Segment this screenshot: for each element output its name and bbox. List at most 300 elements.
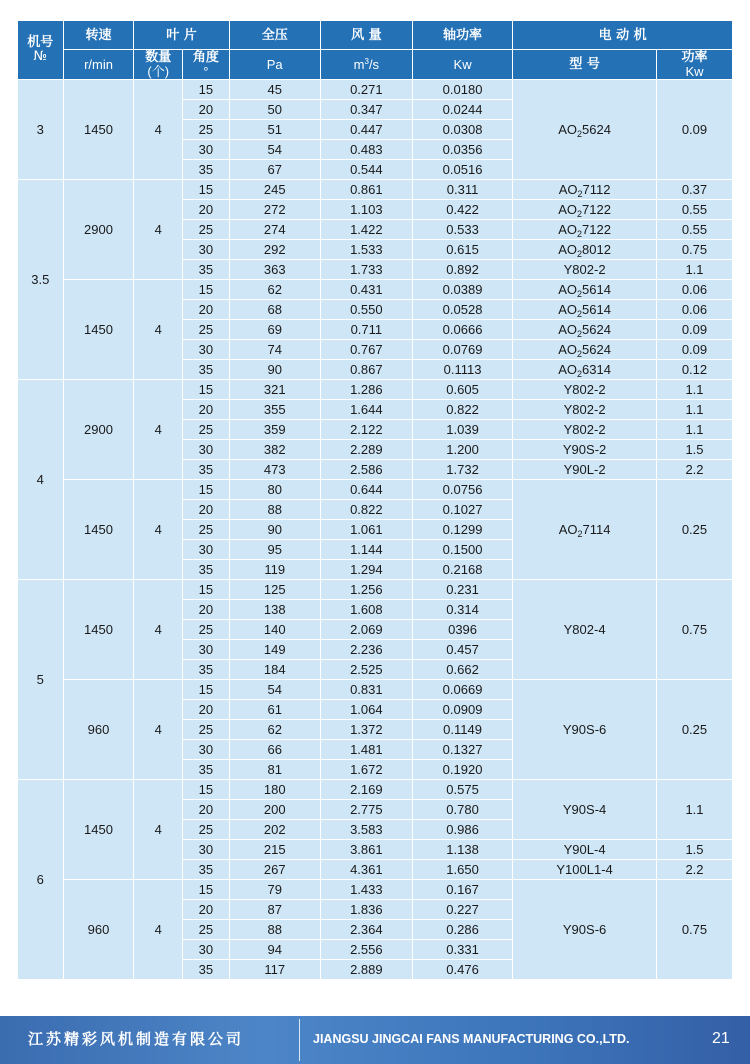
table-row xyxy=(18,780,733,800)
model-number-cell: 6 xyxy=(18,780,64,980)
motor-type-subscript: 2 xyxy=(577,129,583,139)
motor-power-cell: 1.1 xyxy=(656,400,732,420)
shaft-power-cell: 0.1149 xyxy=(412,720,512,740)
blade-angle-cell: 15 xyxy=(183,780,230,800)
motor-type-cell xyxy=(513,840,657,860)
blade-angle-cell: 35 xyxy=(183,760,230,780)
blade-angle-cell: 15 xyxy=(183,80,230,100)
blade-angle-cell: 15 xyxy=(183,680,230,700)
motor-type-prefix: Y802-2 xyxy=(563,382,606,397)
motor-power-cell: 1.1 xyxy=(656,420,732,440)
flow-cell: 1.836 xyxy=(320,900,412,920)
table-row xyxy=(18,380,733,400)
flow-cell: 1.733 xyxy=(320,260,412,280)
speed-cell: 960 xyxy=(63,880,134,980)
flow-cell: 0.271 xyxy=(320,80,412,100)
motor-type-prefix: AO xyxy=(558,362,578,377)
pressure-cell: 51 xyxy=(229,120,320,140)
pressure-cell: 95 xyxy=(229,540,320,560)
motor-type-prefix: AO xyxy=(558,522,578,537)
blade-count-cell: 4 xyxy=(134,880,183,980)
shaft-power-cell: 0.0180 xyxy=(412,80,512,100)
flow-cell: 0.711 xyxy=(320,320,412,340)
header-pressure-unit: Pa xyxy=(229,50,320,80)
flow-cell: 1.644 xyxy=(320,400,412,420)
flow-cell: 1.144 xyxy=(320,540,412,560)
motor-type-prefix: Y90S-2 xyxy=(562,442,607,457)
speed-cell: 1450 xyxy=(63,580,134,680)
pressure-cell: 62 xyxy=(229,280,320,300)
blade-count-cell: 4 xyxy=(134,580,183,680)
motor-type-subscript: 2 xyxy=(577,369,583,379)
shaft-power-cell: 0.311 xyxy=(412,180,512,200)
shaft-power-cell: 1.650 xyxy=(412,860,512,880)
motor-type-prefix: AO xyxy=(558,342,578,357)
shaft-power-cell: 0.286 xyxy=(412,920,512,940)
pressure-cell: 45 xyxy=(229,80,320,100)
table-row xyxy=(18,180,733,200)
flow-cell: 1.481 xyxy=(320,740,412,760)
table-row xyxy=(18,480,733,500)
blade-angle-cell: 25 xyxy=(183,120,230,140)
motor-type-prefix: Y802-2 xyxy=(563,422,606,437)
pressure-cell: 149 xyxy=(229,640,320,660)
blade-angle-cell: 15 xyxy=(183,880,230,900)
blade-angle-cell: 30 xyxy=(183,440,230,460)
shaft-power-cell: 0.331 xyxy=(412,940,512,960)
shaft-power-cell: 1.138 xyxy=(412,840,512,860)
motor-type-prefix: AO xyxy=(558,122,578,137)
blade-angle-cell: 30 xyxy=(183,640,230,660)
pressure-cell: 88 xyxy=(229,920,320,940)
motor-power-cell: 2.2 xyxy=(656,460,732,480)
shaft-power-cell: 0.615 xyxy=(412,240,512,260)
flow-cell: 3.583 xyxy=(320,820,412,840)
table-header xyxy=(18,21,733,80)
header-flow-unit: $m^3/s$ xyxy=(320,50,412,80)
motor-type-cell xyxy=(513,360,657,380)
shaft-power-cell: 0.986 xyxy=(412,820,512,840)
table-row xyxy=(18,280,733,300)
motor-type-cell xyxy=(513,260,657,280)
flow-cell: 1.061 xyxy=(320,520,412,540)
motor-type-subscript: 2 xyxy=(577,309,583,319)
shaft-power-cell: 0.1299 xyxy=(412,520,512,540)
motor-power-cell: 0.75 xyxy=(656,240,732,260)
motor-power-cell: 1.1 xyxy=(656,780,732,840)
header-model-symbol: № xyxy=(33,49,48,64)
motor-power-cell: 2.2 xyxy=(656,860,732,880)
pressure-cell: 87 xyxy=(229,900,320,920)
pressure-cell: 90 xyxy=(229,520,320,540)
shaft-power-cell: 0.1113 xyxy=(412,360,512,380)
pressure-cell: 215 xyxy=(229,840,320,860)
motor-type-subscript: 2 xyxy=(577,249,583,259)
blade-angle-cell: 25 xyxy=(183,320,230,340)
motor-type-prefix: AO xyxy=(558,222,578,237)
shaft-power-cell: 0.0308 xyxy=(412,120,512,140)
shaft-power-cell: 0.662 xyxy=(412,660,512,680)
pressure-cell: 74 xyxy=(229,340,320,360)
blade-angle-cell: 20 xyxy=(183,100,230,120)
blade-angle-cell: 35 xyxy=(183,560,230,580)
flow-cell: 2.069 xyxy=(320,620,412,640)
shaft-power-cell: 0.1500 xyxy=(412,540,512,560)
blade-angle-cell: 30 xyxy=(183,340,230,360)
blade-angle-cell: 25 xyxy=(183,220,230,240)
pressure-cell: 184 xyxy=(229,660,320,680)
motor-type-prefix: Y90S-6 xyxy=(562,722,607,737)
flow-cell: 2.169 xyxy=(320,780,412,800)
motor-type-prefix: Y802-2 xyxy=(563,262,606,277)
blade-count-cell: 4 xyxy=(134,280,183,380)
flow-cell: 2.364 xyxy=(320,920,412,940)
pressure-cell: 80 xyxy=(229,480,320,500)
motor-type-cell xyxy=(513,340,657,360)
blade-angle-cell: 25 xyxy=(183,720,230,740)
motor-type-cell xyxy=(513,680,657,780)
motor-type-prefix: AO xyxy=(558,242,578,257)
flow-cell: 2.889 xyxy=(320,960,412,980)
motor-type-cell xyxy=(513,440,657,460)
motor-power-cell: 0.55 xyxy=(656,220,732,240)
shaft-power-cell: 1.732 xyxy=(412,460,512,480)
header-pressure: 全压 xyxy=(229,21,320,50)
blade-angle-cell: 20 xyxy=(183,400,230,420)
blade-angle-cell: 15 xyxy=(183,280,230,300)
motor-type-prefix: Y90L-4 xyxy=(563,842,606,857)
flow-cell: 1.064 xyxy=(320,700,412,720)
motor-power-cell: 0.75 xyxy=(656,580,732,680)
pressure-cell: 359 xyxy=(229,420,320,440)
motor-type-prefix: AO xyxy=(558,302,578,317)
pressure-cell: 321 xyxy=(229,380,320,400)
pressure-cell: 61 xyxy=(229,700,320,720)
motor-type-cell xyxy=(513,460,657,480)
flow-cell: 1.286 xyxy=(320,380,412,400)
flow-cell: 0.544 xyxy=(320,160,412,180)
motor-power-cell: 0.55 xyxy=(656,200,732,220)
motor-type-prefix: Y802-2 xyxy=(563,402,606,417)
shaft-power-cell: 0.1027 xyxy=(412,500,512,520)
pressure-cell: 200 xyxy=(229,800,320,820)
shaft-power-cell: 0.0244 xyxy=(412,100,512,120)
shaft-power-cell: 1.200 xyxy=(412,440,512,460)
flow-cell: 0.867 xyxy=(320,360,412,380)
blade-angle-cell: 30 xyxy=(183,840,230,860)
flow-cell: 2.289 xyxy=(320,440,412,460)
pressure-cell: 292 xyxy=(229,240,320,260)
blade-angle-cell: 35 xyxy=(183,260,230,280)
motor-type-prefix: Y100L1-4 xyxy=(556,862,613,877)
motor-type-suffix: 7114 xyxy=(582,522,611,537)
shaft-power-cell: 0.227 xyxy=(412,900,512,920)
speed-cell: 1450 xyxy=(63,80,134,180)
company-name-chinese: 江苏精彩风机制造有限公司 xyxy=(28,1030,245,1048)
shaft-power-cell: 0.0769 xyxy=(412,340,512,360)
fan-performance-table xyxy=(17,20,733,980)
pressure-cell: 54 xyxy=(229,140,320,160)
motor-power-cell: 0.09 xyxy=(656,320,732,340)
motor-type-subscript: 2 xyxy=(577,529,583,539)
flow-cell: 0.644 xyxy=(320,480,412,500)
motor-type-prefix: Y802-4 xyxy=(563,622,606,637)
shaft-power-cell: 0.780 xyxy=(412,800,512,820)
blade-angle-cell: 25 xyxy=(183,920,230,940)
blade-angle-cell: 30 xyxy=(183,240,230,260)
blade-count-cell: 4 xyxy=(134,380,183,480)
header-motor: 电 动 机 xyxy=(513,21,733,50)
flow-cell: 3.861 xyxy=(320,840,412,860)
flow-cell: 1.422 xyxy=(320,220,412,240)
blade-count-cell: 4 xyxy=(134,680,183,780)
motor-power-cell: 0.25 xyxy=(656,680,732,780)
flow-cell: 0.347 xyxy=(320,100,412,120)
pressure-cell: 355 xyxy=(229,400,320,420)
blade-angle-cell: 35 xyxy=(183,660,230,680)
shaft-power-cell: 0.422 xyxy=(412,200,512,220)
shaft-power-cell: 0.476 xyxy=(412,960,512,980)
flow-cell: 1.608 xyxy=(320,600,412,620)
header-flow: 风 量 xyxy=(320,21,412,50)
motor-type-cell xyxy=(513,240,657,260)
motor-power-cell: 0.06 xyxy=(656,300,732,320)
blade-angle-cell: 30 xyxy=(183,940,230,960)
blade-angle-cell: 15 xyxy=(183,180,230,200)
shaft-power-cell: 0.167 xyxy=(412,880,512,900)
flow-cell: 4.361 xyxy=(320,860,412,880)
flow-cell: 1.433 xyxy=(320,880,412,900)
motor-type-cell xyxy=(513,180,657,200)
pressure-cell: 125 xyxy=(229,580,320,600)
motor-power-cell: 0.25 xyxy=(656,480,732,580)
blade-angle-cell: 20 xyxy=(183,600,230,620)
pressure-cell: 54 xyxy=(229,680,320,700)
motor-power-cell: 1.5 xyxy=(656,840,732,860)
pressure-cell: 66 xyxy=(229,740,320,760)
motor-type-prefix: AO xyxy=(558,182,578,197)
speed-cell: 2900 xyxy=(63,380,134,480)
blade-count-cell: 4 xyxy=(134,480,183,580)
blade-angle-cell: 15 xyxy=(183,380,230,400)
blade-angle-cell: 25 xyxy=(183,820,230,840)
pressure-cell: 272 xyxy=(229,200,320,220)
header-blade-count: 数量 (个) xyxy=(134,50,183,80)
motor-type-cell xyxy=(513,320,657,340)
motor-type-cell xyxy=(513,880,657,980)
motor-type-suffix: 8012 xyxy=(582,242,611,257)
motor-type-suffix: 5614 xyxy=(582,302,611,317)
flow-cell: 2.236 xyxy=(320,640,412,660)
header-shaft-power-unit: Kw xyxy=(412,50,512,80)
table-row xyxy=(18,680,733,700)
table-body xyxy=(18,80,733,980)
header-speed: 转速 xyxy=(63,21,134,50)
shaft-power-cell: 1.039 xyxy=(412,420,512,440)
flow-cell: 0.831 xyxy=(320,680,412,700)
motor-type-subscript: 2 xyxy=(577,289,583,299)
blade-angle-cell: 30 xyxy=(183,540,230,560)
motor-type-subscript: 2 xyxy=(577,229,583,239)
speed-cell: 960 xyxy=(63,680,134,780)
flow-cell: 1.103 xyxy=(320,200,412,220)
pressure-cell: 62 xyxy=(229,720,320,740)
motor-type-suffix: 7122 xyxy=(582,202,611,217)
flow-cell: 0.861 xyxy=(320,180,412,200)
shaft-power-cell: 0.2168 xyxy=(412,560,512,580)
shaft-power-cell: 0.0516 xyxy=(412,160,512,180)
pressure-cell: 81 xyxy=(229,760,320,780)
shaft-power-cell: 0.533 xyxy=(412,220,512,240)
pressure-cell: 68 xyxy=(229,300,320,320)
pressure-cell: 119 xyxy=(229,560,320,580)
motor-power-cell: 1.1 xyxy=(656,380,732,400)
shaft-power-cell: 0.892 xyxy=(412,260,512,280)
speed-cell: 1450 xyxy=(63,280,134,380)
motor-type-prefix: Y90L-2 xyxy=(563,462,606,477)
motor-power-cell: 1.1 xyxy=(656,260,732,280)
motor-type-cell xyxy=(513,480,657,580)
blade-angle-cell: 20 xyxy=(183,200,230,220)
blade-angle-cell: 15 xyxy=(183,580,230,600)
motor-type-cell xyxy=(513,860,657,880)
flow-cell: 0.431 xyxy=(320,280,412,300)
shaft-power-cell: 0.0756 xyxy=(412,480,512,500)
motor-type-prefix: Y90S-6 xyxy=(562,922,607,937)
shaft-power-cell: 0.1327 xyxy=(412,740,512,760)
motor-type-cell xyxy=(513,300,657,320)
pressure-cell: 382 xyxy=(229,440,320,460)
blade-angle-cell: 20 xyxy=(183,800,230,820)
motor-type-suffix: 5624 xyxy=(582,322,611,337)
header-blade: 叶 片 xyxy=(134,21,229,50)
motor-power-cell: 0.75 xyxy=(656,880,732,980)
flow-cell: 1.294 xyxy=(320,560,412,580)
flow-cell: 1.372 xyxy=(320,720,412,740)
motor-type-subscript: 2 xyxy=(577,349,583,359)
motor-type-cell xyxy=(513,780,657,840)
blade-angle-cell: 35 xyxy=(183,160,230,180)
pressure-cell: 50 xyxy=(229,100,320,120)
blade-angle-cell: 35 xyxy=(183,360,230,380)
pressure-cell: 274 xyxy=(229,220,320,240)
pressure-cell: 67 xyxy=(229,160,320,180)
motor-type-prefix: AO xyxy=(558,322,578,337)
blade-angle-cell: 15 xyxy=(183,480,230,500)
flow-cell: 0.550 xyxy=(320,300,412,320)
pressure-cell: 138 xyxy=(229,600,320,620)
pressure-cell: 117 xyxy=(229,960,320,980)
motor-type-cell xyxy=(513,580,657,680)
blade-angle-cell: 35 xyxy=(183,960,230,980)
flow-cell: 2.775 xyxy=(320,800,412,820)
table-row xyxy=(18,80,733,100)
blade-angle-cell: 20 xyxy=(183,700,230,720)
motor-type-subscript: 2 xyxy=(577,329,583,339)
shaft-power-cell: 0.0909 xyxy=(412,700,512,720)
header-speed-unit: r/min xyxy=(63,50,134,80)
company-name-english: JIANGSU JINGCAI FANS MANUFACTURING CO.,LTD. xyxy=(313,1032,630,1046)
shaft-power-cell: 0.0666 xyxy=(412,320,512,340)
pressure-cell: 90 xyxy=(229,360,320,380)
speed-cell: 1450 xyxy=(63,780,134,880)
flow-cell: 2.525 xyxy=(320,660,412,680)
motor-power-cell: 0.09 xyxy=(656,340,732,360)
blade-angle-cell: 30 xyxy=(183,140,230,160)
flow-cell: 2.556 xyxy=(320,940,412,960)
motor-power-cell: 0.09 xyxy=(656,80,732,180)
model-number-cell: 3 xyxy=(18,80,64,180)
pressure-cell: 94 xyxy=(229,940,320,960)
flow-cell: 1.672 xyxy=(320,760,412,780)
motor-type-cell xyxy=(513,200,657,220)
motor-type-suffix: 7112 xyxy=(582,182,611,197)
pressure-cell: 88 xyxy=(229,500,320,520)
flow-cell: 0.822 xyxy=(320,500,412,520)
pressure-cell: 363 xyxy=(229,260,320,280)
speed-cell: 1450 xyxy=(63,480,134,580)
motor-power-cell: 1.5 xyxy=(656,440,732,460)
motor-type-prefix: AO xyxy=(558,282,578,297)
shaft-power-cell: 0.1920 xyxy=(412,760,512,780)
blade-angle-cell: 20 xyxy=(183,900,230,920)
model-number-cell: 5 xyxy=(18,580,64,780)
shaft-power-cell: 0.314 xyxy=(412,600,512,620)
pressure-cell: 473 xyxy=(229,460,320,480)
motor-type-subscript: 2 xyxy=(577,189,583,199)
motor-type-suffix: 6314 xyxy=(582,362,611,377)
table-row xyxy=(18,880,733,900)
blade-count-cell: 4 xyxy=(134,180,183,280)
flow-cell: 0.767 xyxy=(320,340,412,360)
motor-type-cell xyxy=(513,80,657,180)
shaft-power-cell: 0.231 xyxy=(412,580,512,600)
motor-power-cell: 0.06 xyxy=(656,280,732,300)
header-shaft-power: 轴功率 xyxy=(412,21,512,50)
pressure-cell: 245 xyxy=(229,180,320,200)
flow-cell: 0.483 xyxy=(320,140,412,160)
table-row xyxy=(18,580,733,600)
blade-angle-cell: 35 xyxy=(183,460,230,480)
blade-count-cell: 4 xyxy=(134,780,183,880)
motor-type-cell xyxy=(513,380,657,400)
motor-type-suffix: 5614 xyxy=(582,282,611,297)
model-number-cell: 3.5 xyxy=(18,180,64,380)
model-number-cell: 4 xyxy=(18,380,64,580)
header-motor-type: 型 号 xyxy=(513,50,657,80)
blade-angle-cell: 25 xyxy=(183,620,230,640)
motor-type-prefix: AO xyxy=(558,202,578,217)
footer-divider xyxy=(299,1019,300,1061)
pressure-cell: 69 xyxy=(229,320,320,340)
motor-type-suffix: 5624 xyxy=(582,342,611,357)
shaft-power-cell: 0.457 xyxy=(412,640,512,660)
shaft-power-cell: 0396 xyxy=(412,620,512,640)
pressure-cell: 140 xyxy=(229,620,320,640)
blade-angle-cell: 20 xyxy=(183,300,230,320)
shaft-power-cell: 0.0389 xyxy=(412,280,512,300)
shaft-power-cell: 0.0528 xyxy=(412,300,512,320)
flow-cell: 2.586 xyxy=(320,460,412,480)
pressure-cell: 267 xyxy=(229,860,320,880)
shaft-power-cell: 0.822 xyxy=(412,400,512,420)
pressure-cell: 180 xyxy=(229,780,320,800)
pressure-cell: 79 xyxy=(229,880,320,900)
blade-angle-cell: 25 xyxy=(183,520,230,540)
motor-type-cell xyxy=(513,400,657,420)
shaft-power-cell: 0.0669 xyxy=(412,680,512,700)
header-model: 机号 № xyxy=(18,21,64,80)
